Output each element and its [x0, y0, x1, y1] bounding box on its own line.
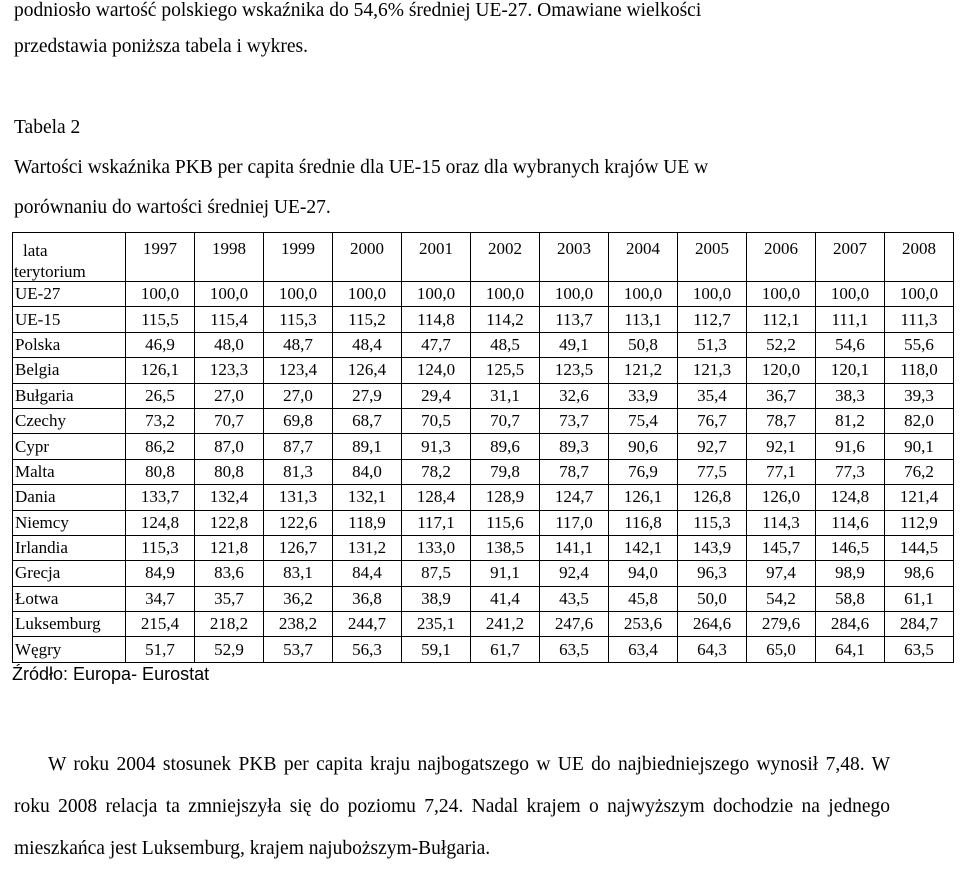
value-cell: 90,6	[609, 434, 678, 459]
value-cell: 100,0	[540, 282, 609, 307]
intro-line-2: przedstawia poniższa tabela i wykres.	[14, 36, 309, 57]
value-cell: 235,1	[402, 612, 471, 637]
value-cell: 284,6	[816, 612, 885, 637]
value-cell: 120,1	[816, 358, 885, 383]
value-cell: 133,7	[126, 485, 195, 510]
table-caption-line-2: porównaniu do wartości średniej UE-27.	[14, 197, 331, 218]
value-cell: 50,8	[609, 332, 678, 357]
value-cell: 218,2	[195, 612, 264, 637]
closing-paragraph	[14, 744, 890, 870]
value-cell: 126,1	[609, 485, 678, 510]
table-row	[13, 485, 954, 510]
value-cell: 116,8	[609, 510, 678, 535]
value-cell: 48,7	[264, 332, 333, 357]
value-cell: 124,7	[540, 485, 609, 510]
value-cell: 47,7	[402, 332, 471, 357]
table-row	[13, 434, 954, 459]
row-label: Belgia	[13, 358, 126, 383]
value-cell: 91,1	[471, 561, 540, 586]
value-cell: 77,3	[816, 459, 885, 484]
table-row	[13, 612, 954, 637]
value-cell: 126,8	[678, 485, 747, 510]
value-cell: 29,4	[402, 383, 471, 408]
value-cell: 27,0	[195, 383, 264, 408]
value-cell: 58,8	[816, 586, 885, 611]
value-cell: 38,9	[402, 586, 471, 611]
value-cell: 56,3	[333, 637, 402, 662]
value-cell: 86,2	[126, 434, 195, 459]
value-cell: 78,7	[747, 408, 816, 433]
value-cell: 98,9	[816, 561, 885, 586]
value-cell: 53,7	[264, 637, 333, 662]
year-header: 1997	[126, 233, 195, 282]
value-cell: 91,6	[816, 434, 885, 459]
value-cell: 131,2	[333, 535, 402, 560]
value-cell: 87,0	[195, 434, 264, 459]
value-cell: 128,9	[471, 485, 540, 510]
value-cell: 80,8	[126, 459, 195, 484]
value-cell: 100,0	[195, 282, 264, 307]
value-cell: 122,6	[264, 510, 333, 535]
value-cell: 112,7	[678, 307, 747, 332]
value-cell: 124,8	[126, 510, 195, 535]
table-row	[13, 586, 954, 611]
value-cell: 120,0	[747, 358, 816, 383]
value-cell: 121,3	[678, 358, 747, 383]
value-cell: 92,7	[678, 434, 747, 459]
value-cell: 247,6	[540, 612, 609, 637]
value-cell: 83,1	[264, 561, 333, 586]
row-label: UE-27	[13, 282, 126, 307]
row-label: UE-15	[13, 307, 126, 332]
value-cell: 63,5	[885, 637, 954, 662]
row-label: Luksemburg	[13, 612, 126, 637]
value-cell: 98,6	[885, 561, 954, 586]
value-cell: 75,4	[609, 408, 678, 433]
value-cell: 61,1	[885, 586, 954, 611]
value-cell: 36,2	[264, 586, 333, 611]
table-row	[13, 510, 954, 535]
value-cell: 89,3	[540, 434, 609, 459]
value-cell: 87,5	[402, 561, 471, 586]
value-cell: 35,7	[195, 586, 264, 611]
value-cell: 244,7	[333, 612, 402, 637]
value-cell: 48,4	[333, 332, 402, 357]
value-cell: 90,1	[885, 434, 954, 459]
value-cell: 34,7	[126, 586, 195, 611]
value-cell: 36,7	[747, 383, 816, 408]
value-cell: 122,8	[195, 510, 264, 535]
value-cell: 46,9	[126, 332, 195, 357]
value-cell: 63,5	[540, 637, 609, 662]
value-cell: 76,9	[609, 459, 678, 484]
row-label: Cypr	[13, 434, 126, 459]
value-cell: 114,3	[747, 510, 816, 535]
value-cell: 121,2	[609, 358, 678, 383]
value-cell: 59,1	[402, 637, 471, 662]
value-cell: 63,4	[609, 637, 678, 662]
value-cell: 115,5	[126, 307, 195, 332]
value-cell: 141,1	[540, 535, 609, 560]
value-cell: 76,2	[885, 459, 954, 484]
value-cell: 118,0	[885, 358, 954, 383]
year-header: 2002	[471, 233, 540, 282]
value-cell: 121,4	[885, 485, 954, 510]
value-cell: 121,8	[195, 535, 264, 560]
table-row	[13, 307, 954, 332]
value-cell: 117,0	[540, 510, 609, 535]
value-cell: 279,6	[747, 612, 816, 637]
value-cell: 81,2	[816, 408, 885, 433]
value-cell: 123,5	[540, 358, 609, 383]
value-cell: 79,8	[471, 459, 540, 484]
value-cell: 80,8	[195, 459, 264, 484]
value-cell: 115,3	[678, 510, 747, 535]
value-cell: 126,4	[333, 358, 402, 383]
value-cell: 97,4	[747, 561, 816, 586]
value-cell: 27,0	[264, 383, 333, 408]
value-cell: 70,7	[195, 408, 264, 433]
table-row	[13, 282, 954, 307]
value-cell: 89,6	[471, 434, 540, 459]
value-cell: 73,7	[540, 408, 609, 433]
value-cell: 144,5	[885, 535, 954, 560]
closing-text: W roku 2004 stosunek PKB per capita kraju najbogatszego w UE do najbiedniejszego wynosił 7,48. W roku 2008 relacja ta zmniejszyła się do poziomu 7,24. Nadal krajem o najwyższym dochodzie na jednego mieszkańca jest Luksemburg, krajem najuboższym-Bułgaria.	[14, 754, 890, 859]
value-cell: 35,4	[678, 383, 747, 408]
value-cell: 100,0	[333, 282, 402, 307]
value-cell: 54,6	[816, 332, 885, 357]
value-cell: 70,7	[471, 408, 540, 433]
year-header: 2006	[747, 233, 816, 282]
value-cell: 70,5	[402, 408, 471, 433]
value-cell: 65,0	[747, 637, 816, 662]
value-cell: 145,7	[747, 535, 816, 560]
table-row	[13, 332, 954, 357]
value-cell: 115,3	[264, 307, 333, 332]
value-cell: 128,4	[402, 485, 471, 510]
value-cell: 100,0	[678, 282, 747, 307]
value-cell: 51,3	[678, 332, 747, 357]
year-header: 2005	[678, 233, 747, 282]
value-cell: 126,0	[747, 485, 816, 510]
value-cell: 100,0	[609, 282, 678, 307]
value-cell: 126,7	[264, 535, 333, 560]
value-cell: 100,0	[816, 282, 885, 307]
value-cell: 284,7	[885, 612, 954, 637]
value-cell: 64,1	[816, 637, 885, 662]
gdp-table	[12, 232, 954, 663]
value-cell: 264,6	[678, 612, 747, 637]
row-label: Dania	[13, 485, 126, 510]
year-header: 2007	[816, 233, 885, 282]
value-cell: 77,5	[678, 459, 747, 484]
value-cell: 113,7	[540, 307, 609, 332]
row-label: Niemcy	[13, 510, 126, 535]
value-cell: 31,1	[471, 383, 540, 408]
value-cell: 82,0	[885, 408, 954, 433]
value-cell: 51,7	[126, 637, 195, 662]
value-cell: 36,8	[333, 586, 402, 611]
row-label: Bułgaria	[13, 383, 126, 408]
value-cell: 87,7	[264, 434, 333, 459]
value-cell: 100,0	[471, 282, 540, 307]
value-cell: 52,9	[195, 637, 264, 662]
value-cell: 100,0	[126, 282, 195, 307]
year-header: 2001	[402, 233, 471, 282]
value-cell: 115,4	[195, 307, 264, 332]
value-cell: 111,1	[816, 307, 885, 332]
value-cell: 111,3	[885, 307, 954, 332]
row-label: Węgry	[13, 637, 126, 662]
row-label: Grecja	[13, 561, 126, 586]
value-cell: 112,9	[885, 510, 954, 535]
year-header: 2000	[333, 233, 402, 282]
value-cell: 138,5	[471, 535, 540, 560]
value-cell: 100,0	[747, 282, 816, 307]
value-cell: 114,8	[402, 307, 471, 332]
value-cell: 117,1	[402, 510, 471, 535]
value-cell: 125,5	[471, 358, 540, 383]
value-cell: 52,2	[747, 332, 816, 357]
value-cell: 124,0	[402, 358, 471, 383]
value-cell: 83,6	[195, 561, 264, 586]
table-row	[13, 459, 954, 484]
value-cell: 115,6	[471, 510, 540, 535]
value-cell: 94,0	[609, 561, 678, 586]
value-cell: 96,3	[678, 561, 747, 586]
value-cell: 84,0	[333, 459, 402, 484]
value-cell: 39,3	[885, 383, 954, 408]
value-cell: 123,4	[264, 358, 333, 383]
table-row	[13, 535, 954, 560]
table-row	[13, 637, 954, 662]
year-header: 2004	[609, 233, 678, 282]
corner-label-years: lata	[23, 241, 48, 260]
value-cell: 76,7	[678, 408, 747, 433]
value-cell: 50,0	[678, 586, 747, 611]
corner-label-territory: terytorium	[14, 262, 86, 281]
value-cell: 115,2	[333, 307, 402, 332]
value-cell: 143,9	[678, 535, 747, 560]
value-cell: 48,0	[195, 332, 264, 357]
value-cell: 61,7	[471, 637, 540, 662]
value-cell: 114,2	[471, 307, 540, 332]
row-label: Czechy	[13, 408, 126, 433]
value-cell: 92,1	[747, 434, 816, 459]
row-label: Irlandia	[13, 535, 126, 560]
value-cell: 45,8	[609, 586, 678, 611]
table-caption-line-1: Wartości wskaźnika PKB per capita średnie dla UE-15 oraz dla wybranych krajów UE w	[14, 157, 709, 178]
year-header: 1999	[264, 233, 333, 282]
table-row	[13, 383, 954, 408]
value-cell: 49,1	[540, 332, 609, 357]
value-cell: 26,5	[126, 383, 195, 408]
value-cell: 253,6	[609, 612, 678, 637]
value-cell: 146,5	[816, 535, 885, 560]
value-cell: 124,8	[816, 485, 885, 510]
value-cell: 115,3	[126, 535, 195, 560]
value-cell: 48,5	[471, 332, 540, 357]
value-cell: 43,5	[540, 586, 609, 611]
value-cell: 241,2	[471, 612, 540, 637]
value-cell: 112,1	[747, 307, 816, 332]
value-cell: 69,8	[264, 408, 333, 433]
value-cell: 238,2	[264, 612, 333, 637]
value-cell: 91,3	[402, 434, 471, 459]
value-cell: 38,3	[816, 383, 885, 408]
value-cell: 27,9	[333, 383, 402, 408]
value-cell: 64,3	[678, 637, 747, 662]
value-cell: 133,0	[402, 535, 471, 560]
year-header: 1998	[195, 233, 264, 282]
value-cell: 131,3	[264, 485, 333, 510]
value-cell: 73,2	[126, 408, 195, 433]
table-body	[13, 282, 954, 663]
row-label: Łotwa	[13, 586, 126, 611]
value-cell: 100,0	[264, 282, 333, 307]
value-cell: 84,9	[126, 561, 195, 586]
value-cell: 132,1	[333, 485, 402, 510]
value-cell: 33,9	[609, 383, 678, 408]
value-cell: 89,1	[333, 434, 402, 459]
value-cell: 100,0	[885, 282, 954, 307]
table-row	[13, 358, 954, 383]
value-cell: 41,4	[471, 586, 540, 611]
value-cell: 68,7	[333, 408, 402, 433]
row-label: Polska	[13, 332, 126, 357]
table-corner-cell	[13, 233, 126, 282]
value-cell: 78,2	[402, 459, 471, 484]
value-cell: 54,2	[747, 586, 816, 611]
row-label: Malta	[13, 459, 126, 484]
table-header-row	[13, 233, 954, 282]
table-label: Tabela 2	[14, 117, 81, 138]
value-cell: 100,0	[402, 282, 471, 307]
value-cell: 81,3	[264, 459, 333, 484]
value-cell: 123,3	[195, 358, 264, 383]
value-cell: 32,6	[540, 383, 609, 408]
value-cell: 78,7	[540, 459, 609, 484]
value-cell: 77,1	[747, 459, 816, 484]
year-header: 2003	[540, 233, 609, 282]
value-cell: 215,4	[126, 612, 195, 637]
table-row	[13, 561, 954, 586]
intro-line-1: podniosło wartość polskiego wskaźnika do 54,6% średniej UE-27. Omawiane wielkości	[14, 0, 702, 21]
value-cell: 126,1	[126, 358, 195, 383]
year-header: 2008	[885, 233, 954, 282]
value-cell: 118,9	[333, 510, 402, 535]
value-cell: 114,6	[816, 510, 885, 535]
value-cell: 84,4	[333, 561, 402, 586]
value-cell: 142,1	[609, 535, 678, 560]
value-cell: 55,6	[885, 332, 954, 357]
value-cell: 113,1	[609, 307, 678, 332]
table-row	[13, 408, 954, 433]
source-note: Źródło: Europa- Eurostat	[12, 664, 210, 684]
value-cell: 132,4	[195, 485, 264, 510]
value-cell: 92,4	[540, 561, 609, 586]
